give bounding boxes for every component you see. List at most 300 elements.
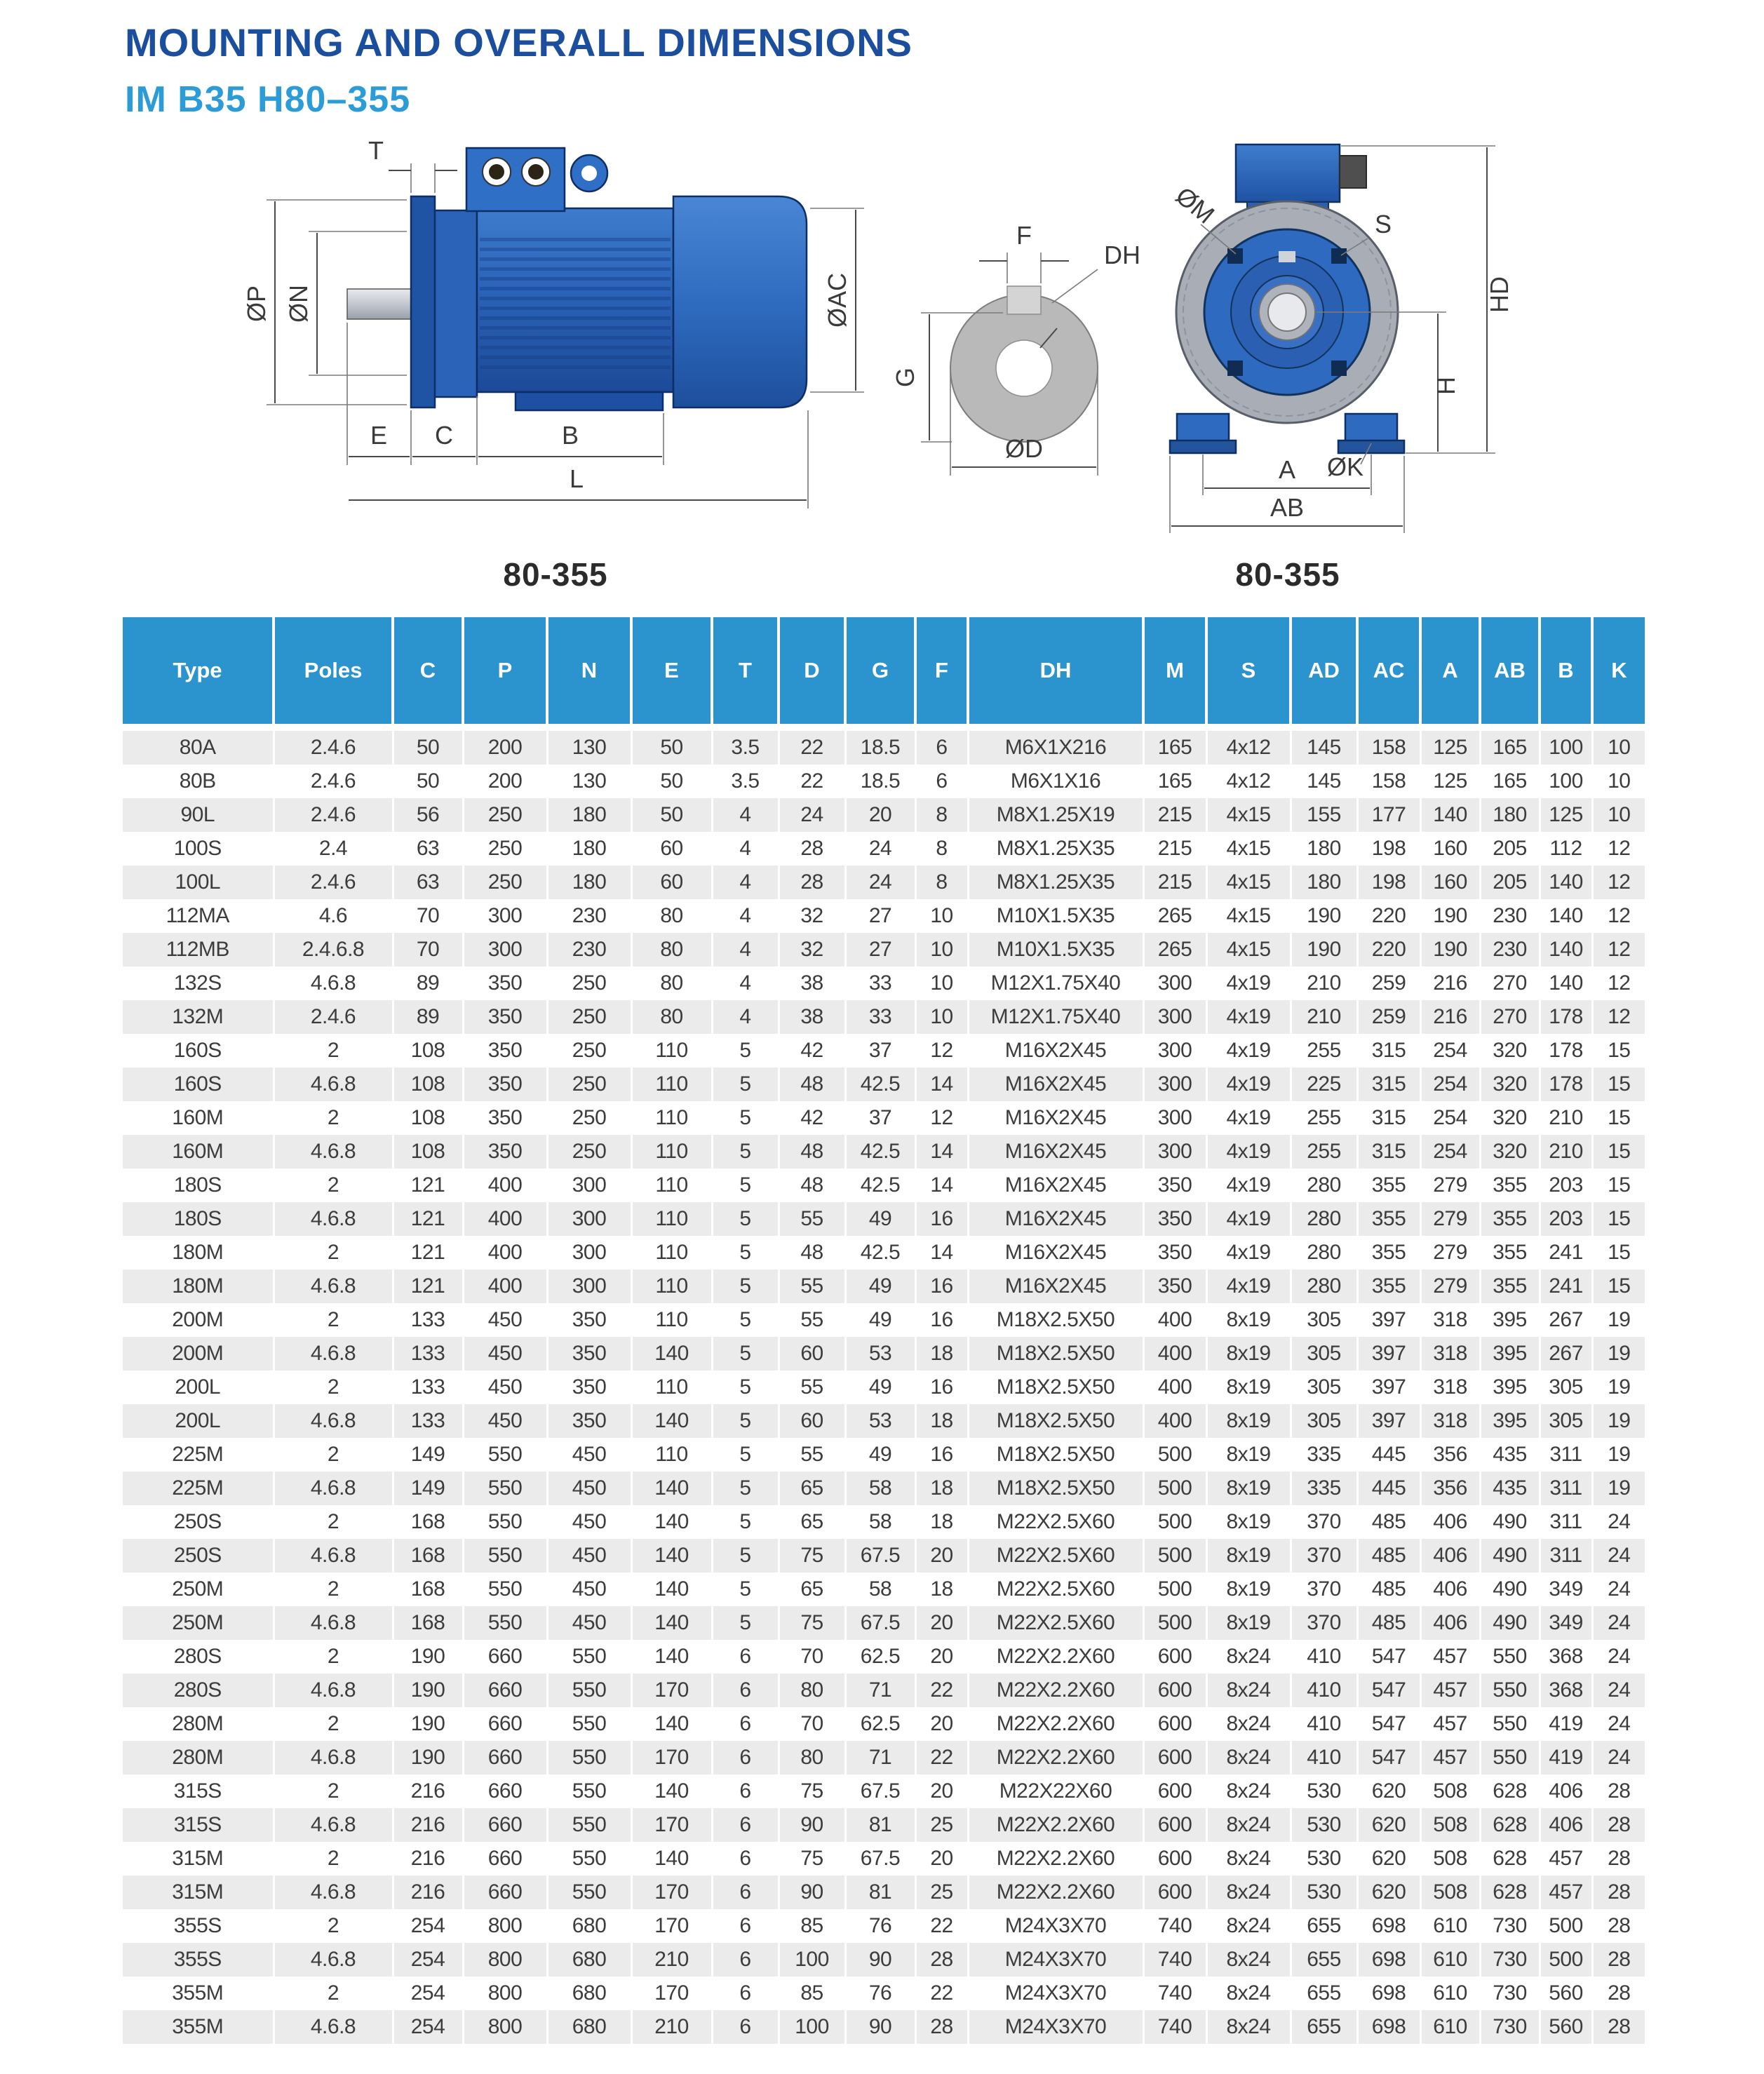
table-cell: 140 [631, 1539, 712, 1573]
table-cell: 6 [712, 1876, 779, 1909]
table-cell: 110 [631, 1169, 712, 1202]
front-bracket [435, 210, 477, 397]
table-cell: 110 [631, 1303, 712, 1337]
table-cell: 6 [712, 1909, 779, 1943]
table-cell: 33 [845, 1000, 915, 1034]
table-cell: 318 [1420, 1371, 1480, 1404]
table-cell: 397 [1357, 1337, 1420, 1371]
table-cell: 457 [1540, 1842, 1592, 1876]
table-cell: 800 [463, 1943, 547, 1977]
table-cell: 38 [779, 967, 845, 1000]
table-cell: 121 [393, 1270, 463, 1303]
table-cell: 210 [1540, 1101, 1592, 1135]
table-cell: 350 [463, 1000, 547, 1034]
dimensions-table-wrap [123, 617, 1645, 2044]
table-cell: 445 [1357, 1472, 1420, 1505]
table-cell: 20 [915, 1775, 968, 1808]
table-cell: 370 [1291, 1505, 1357, 1539]
table-cell: 254 [393, 2010, 463, 2044]
table-cell: 600 [1143, 1674, 1206, 1707]
table-cell: 300 [1143, 1034, 1206, 1068]
table-cell: 140 [631, 1842, 712, 1876]
table-cell: 660 [463, 1775, 547, 1808]
table-cell: 660 [463, 1876, 547, 1909]
table-row [123, 1775, 1645, 1808]
table-cell: 8x19 [1206, 1573, 1291, 1606]
table-cell: 190 [1420, 933, 1480, 967]
table-cell: 4.6 [274, 899, 393, 933]
table-cell: 27 [845, 899, 915, 933]
table-cell: 220 [1357, 899, 1420, 933]
table-cell: 18 [915, 1472, 968, 1505]
keyway [1007, 286, 1041, 314]
table-row [123, 1034, 1645, 1068]
table-cell: 55 [779, 1438, 845, 1472]
table-cell: 400 [463, 1169, 547, 1202]
terminal-box [466, 148, 565, 211]
table-row [123, 1270, 1645, 1303]
table-cell: 210 [631, 2010, 712, 2044]
table-cell: 140 [1420, 798, 1480, 832]
table-cell: 267 [1540, 1337, 1592, 1371]
table-cell: 660 [463, 1842, 547, 1876]
motor-foot [1345, 414, 1397, 442]
table-cell: 320 [1480, 1034, 1540, 1068]
table-cell: 4.6.8 [274, 1404, 393, 1438]
dim-label-d: ØD [1005, 434, 1043, 463]
table-cell: M24X3X70 [968, 1943, 1143, 1977]
column-header: AC [1357, 617, 1420, 727]
table-cell: 5 [712, 1202, 779, 1236]
table-cell: 315 [1357, 1034, 1420, 1068]
column-header: B [1540, 617, 1592, 727]
table-row [123, 727, 1645, 765]
table-cell: 4x19 [1206, 1034, 1291, 1068]
table-cell: 4.6.8 [274, 2010, 393, 2044]
table-cell: 210 [631, 1943, 712, 1977]
table-cell: 280S [123, 1640, 274, 1674]
table-cell: 2 [274, 1101, 393, 1135]
table-cell: 254 [393, 1909, 463, 1943]
table-cell: 350 [463, 1068, 547, 1101]
table-cell: 190 [1291, 899, 1357, 933]
table-cell: 550 [463, 1539, 547, 1573]
table-cell: 165 [1480, 727, 1540, 765]
table-cell: 49 [845, 1303, 915, 1337]
table-cell: 70 [779, 1707, 845, 1741]
table-cell: 2 [274, 1505, 393, 1539]
table-cell: 680 [547, 1943, 631, 1977]
table-cell: 4x12 [1206, 727, 1291, 765]
table-cell: 280 [1291, 1169, 1357, 1202]
table-row [123, 1169, 1645, 1202]
table-cell: 259 [1357, 967, 1420, 1000]
table-cell: 305 [1540, 1404, 1592, 1438]
table-row [123, 1135, 1645, 1169]
table-cell: 4 [712, 798, 779, 832]
table-cell: 28 [1592, 1808, 1645, 1842]
table-cell: 170 [631, 1741, 712, 1775]
column-header: DH [968, 617, 1143, 727]
table-cell: 311 [1540, 1539, 1592, 1573]
table-cell: 140 [631, 1640, 712, 1674]
table-cell: 178 [1540, 1034, 1592, 1068]
table-cell: 37 [845, 1034, 915, 1068]
table-cell: 610 [1420, 1977, 1480, 2010]
table-cell: 8x24 [1206, 1741, 1291, 1775]
table-cell: 48 [779, 1068, 845, 1101]
table-cell: M18X2.5X50 [968, 1371, 1143, 1404]
table-cell: 180S [123, 1169, 274, 1202]
table-cell: 230 [1480, 933, 1540, 967]
table-cell: 300 [1143, 1068, 1206, 1101]
column-header: F [915, 617, 968, 727]
table-cell: 28 [779, 832, 845, 866]
table-row [123, 1539, 1645, 1573]
table-cell: 168 [393, 1505, 463, 1539]
table-cell: 110 [631, 1101, 712, 1135]
table-cell: 450 [463, 1303, 547, 1337]
table-cell: 62.5 [845, 1640, 915, 1674]
table-cell: M24X3X70 [968, 2010, 1143, 2044]
table-cell: 490 [1480, 1606, 1540, 1640]
table-cell: 250 [547, 1135, 631, 1169]
table-cell: 4x19 [1206, 1270, 1291, 1303]
table-cell: 190 [393, 1707, 463, 1741]
table-cell: 450 [547, 1505, 631, 1539]
table-cell: 350 [463, 1101, 547, 1135]
table-cell: 400 [1143, 1404, 1206, 1438]
motor-shaft [347, 289, 412, 319]
table-cell: 5 [712, 1034, 779, 1068]
table-head [123, 617, 1645, 727]
table-cell: 6 [712, 1640, 779, 1674]
table-cell: 15 [1592, 1270, 1645, 1303]
table-row [123, 1000, 1645, 1034]
table-cell: 216 [393, 1876, 463, 1909]
page-title: MOUNTING AND OVERALL DIMENSIONS [125, 20, 913, 65]
table-cell: 16 [915, 1270, 968, 1303]
table-cell: 110 [631, 1438, 712, 1472]
motor-flange [411, 196, 435, 408]
table-cell: M22X2.2X60 [968, 1842, 1143, 1876]
table-cell: 508 [1420, 1808, 1480, 1842]
table-cell: 5 [712, 1606, 779, 1640]
table-cell: 355M [123, 2010, 274, 2044]
cable-gland [528, 164, 544, 180]
table-cell: 4.6.8 [274, 1539, 393, 1573]
table-cell: 4 [712, 967, 779, 1000]
table-cell: 165 [1143, 727, 1206, 765]
table-cell: 6 [712, 2010, 779, 2044]
table-cell: 8x19 [1206, 1606, 1291, 1640]
table-cell: 740 [1143, 1977, 1206, 2010]
table-cell: 12 [1592, 832, 1645, 866]
table-cell: 28 [1592, 1775, 1645, 1808]
table-cell: 250 [463, 798, 547, 832]
table-cell: 108 [393, 1135, 463, 1169]
column-header: C [393, 617, 463, 727]
table-cell: 140 [1540, 866, 1592, 899]
table-row [123, 1943, 1645, 1977]
table-cell: 230 [547, 933, 631, 967]
table-cell: 8x19 [1206, 1539, 1291, 1573]
table-cell: 28 [1592, 1842, 1645, 1876]
table-cell: 205 [1480, 866, 1540, 899]
table-cell: M22X2.5X60 [968, 1539, 1143, 1573]
table-cell: 406 [1420, 1539, 1480, 1573]
table-cell: 250 [463, 832, 547, 866]
table-cell: 2 [274, 1842, 393, 1876]
table-cell: 16 [915, 1303, 968, 1337]
table-row [123, 1606, 1645, 1640]
table-cell: 19 [1592, 1404, 1645, 1438]
table-cell: 254 [1420, 1034, 1480, 1068]
table-cell: 140 [631, 1775, 712, 1808]
table-cell: M18X2.5X50 [968, 1472, 1143, 1505]
table-cell: 610 [1420, 2010, 1480, 2044]
table-cell: 8x24 [1206, 1876, 1291, 1909]
table-cell: 190 [1291, 933, 1357, 967]
table-cell: 81 [845, 1876, 915, 1909]
table-cell: 8x24 [1206, 1943, 1291, 1977]
table-cell: 90 [845, 2010, 915, 2044]
table-cell: 355 [1480, 1270, 1540, 1303]
table-cell: 395 [1480, 1404, 1540, 1438]
table-cell: 216 [1420, 967, 1480, 1000]
table-cell: 550 [547, 1775, 631, 1808]
table-cell: 8x19 [1206, 1303, 1291, 1337]
table-cell: 149 [393, 1438, 463, 1472]
table-cell: 4x12 [1206, 765, 1291, 798]
table-cell: 600 [1143, 1808, 1206, 1842]
table-cell: 255 [1291, 1034, 1357, 1068]
table-cell: 4x19 [1206, 1135, 1291, 1169]
table-cell: 254 [1420, 1135, 1480, 1169]
table-cell: 63 [393, 866, 463, 899]
table-cell: 280M [123, 1741, 274, 1775]
table-cell: 628 [1480, 1808, 1540, 1842]
table-cell: 508 [1420, 1775, 1480, 1808]
table-cell: 397 [1357, 1404, 1420, 1438]
table-cell: 80 [779, 1741, 845, 1775]
table-cell: 10 [1592, 765, 1645, 798]
table-cell: 4 [712, 866, 779, 899]
table-cell: 12 [915, 1034, 968, 1068]
table-cell: 216 [393, 1842, 463, 1876]
table-cell: 215 [1143, 832, 1206, 866]
table-cell: 158 [1357, 727, 1420, 765]
table-cell: 350 [1143, 1169, 1206, 1202]
table-cell: 20 [845, 798, 915, 832]
table-cell: 5 [712, 1270, 779, 1303]
table-cell: 300 [547, 1202, 631, 1236]
table-cell: 485 [1357, 1539, 1420, 1573]
table-cell: 350 [547, 1404, 631, 1438]
table-cell: 42 [779, 1034, 845, 1068]
table-cell: 2 [274, 1909, 393, 1943]
table-cell: 18 [915, 1573, 968, 1606]
table-cell: 500 [1540, 1943, 1592, 1977]
table-cell: 5 [712, 1472, 779, 1505]
fan-cowl [673, 196, 807, 408]
table-cell: 225 [1291, 1068, 1357, 1101]
table-cell: 500 [1143, 1505, 1206, 1539]
table-cell: 2 [274, 1303, 393, 1337]
table-cell: 190 [393, 1741, 463, 1775]
table-cell: 250 [547, 967, 631, 1000]
table-cell: 76 [845, 1909, 915, 1943]
table-cell: 230 [1480, 899, 1540, 933]
table-cell: 400 [463, 1236, 547, 1270]
table-cell: 80 [631, 1000, 712, 1034]
table-cell: 58 [845, 1573, 915, 1606]
table-cell: 10 [1592, 727, 1645, 765]
table-cell: 698 [1357, 1909, 1420, 1943]
table-cell: 76 [845, 1977, 915, 2010]
table-cell: 158 [1357, 765, 1420, 798]
table-cell: 4x15 [1206, 933, 1291, 967]
table-cell: 600 [1143, 1707, 1206, 1741]
table-cell: 210 [1540, 1135, 1592, 1169]
table-cell: 355M [123, 1977, 274, 2010]
table-cell: M16X2X45 [968, 1135, 1143, 1169]
table-cell: 80A [123, 727, 274, 765]
table-row [123, 765, 1645, 798]
table-cell: 550 [463, 1472, 547, 1505]
table-row [123, 1337, 1645, 1371]
table-cell: 140 [631, 1505, 712, 1539]
table-cell: 410 [1291, 1707, 1357, 1741]
table-cell: 241 [1540, 1236, 1592, 1270]
table-cell: 335 [1291, 1438, 1357, 1472]
table-cell: 170 [631, 1876, 712, 1909]
table-cell: 6 [712, 1741, 779, 1775]
table-cell: 318 [1420, 1404, 1480, 1438]
table-cell: 67.5 [845, 1539, 915, 1573]
table-cell: 355 [1357, 1236, 1420, 1270]
table-cell: 100 [779, 2010, 845, 2044]
table-row [123, 866, 1645, 899]
table-cell: 5 [712, 1539, 779, 1573]
table-cell: 28 [779, 866, 845, 899]
table-cell: 19 [1592, 1303, 1645, 1337]
table-cell: 305 [1291, 1404, 1357, 1438]
table-cell: 18.5 [845, 765, 915, 798]
table-cell: 55 [779, 1270, 845, 1303]
table-cell: 12 [1592, 967, 1645, 1000]
table-cell: 241 [1540, 1270, 1592, 1303]
table-cell: 300 [1143, 1101, 1206, 1135]
table-cell: 4.6.8 [274, 1606, 393, 1640]
table-cell: 655 [1291, 1977, 1357, 2010]
table-row [123, 1977, 1645, 2010]
table-cell: 121 [393, 1169, 463, 1202]
table-cell: 180M [123, 1270, 274, 1303]
table-cell: M22X2.2X60 [968, 1876, 1143, 1909]
table-cell: 225M [123, 1472, 274, 1505]
table-cell: 628 [1480, 1842, 1540, 1876]
table-cell: 600 [1143, 1640, 1206, 1674]
table-cell: 90 [845, 1943, 915, 1977]
table-cell: 8 [915, 866, 968, 899]
table-cell: 370 [1291, 1539, 1357, 1573]
table-cell: 730 [1480, 2010, 1540, 2044]
table-cell: 400 [1143, 1337, 1206, 1371]
table-cell: 280M [123, 1707, 274, 1741]
cable-gland [489, 164, 504, 180]
table-cell: 5 [712, 1236, 779, 1270]
table-cell: 349 [1540, 1606, 1592, 1640]
table-cell: 20 [915, 1640, 968, 1674]
table-cell: 259 [1357, 1000, 1420, 1034]
table-cell: 620 [1357, 1876, 1420, 1909]
table-cell: 80 [631, 967, 712, 1000]
table-cell: 315 [1357, 1101, 1420, 1135]
table-cell: 200L [123, 1371, 274, 1404]
table-cell: 165 [1480, 765, 1540, 798]
table-cell: 550 [463, 1438, 547, 1472]
table-cell: 49 [845, 1438, 915, 1472]
table-row [123, 1573, 1645, 1606]
table-cell: 350 [463, 1135, 547, 1169]
table-cell: 450 [547, 1539, 631, 1573]
table-cell: 15 [1592, 1236, 1645, 1270]
table-cell: 250 [547, 1034, 631, 1068]
table-cell: 190 [1420, 899, 1480, 933]
table-cell: 24 [845, 866, 915, 899]
table-cell: 53 [845, 1404, 915, 1438]
table-cell: 600 [1143, 1775, 1206, 1808]
table-cell: 230 [547, 899, 631, 933]
table-cell: 410 [1291, 1674, 1357, 1707]
table-cell: 530 [1291, 1876, 1357, 1909]
table-cell: M22X2.2X60 [968, 1741, 1143, 1775]
table-cell: 350 [1143, 1236, 1206, 1270]
table-cell: 24 [1592, 1674, 1645, 1707]
table-cell: 15 [1592, 1169, 1645, 1202]
table-cell: 75 [779, 1539, 845, 1573]
table-cell: M6X1X216 [968, 727, 1143, 765]
table-cell: 130 [547, 727, 631, 765]
table-cell: 550 [547, 1674, 631, 1707]
dim-label-ac: ØAC [823, 272, 851, 328]
table-cell: 457 [1540, 1876, 1592, 1909]
table-cell: 655 [1291, 2010, 1357, 2044]
table-cell: 15 [1592, 1034, 1645, 1068]
shaft-end [1268, 293, 1306, 331]
table-cell: 355 [1480, 1236, 1540, 1270]
table-cell: 279 [1420, 1236, 1480, 1270]
table-cell: 4.6.8 [274, 1876, 393, 1909]
flange-bolt-hole [1331, 248, 1347, 264]
table-cell: 125 [1540, 798, 1592, 832]
table-cell: 20 [915, 1606, 968, 1640]
table-cell: M22X2.2X60 [968, 1808, 1143, 1842]
table-row [123, 1236, 1645, 1270]
table-cell: 445 [1357, 1438, 1420, 1472]
table-cell: 2.4.6.8 [274, 933, 393, 967]
table-cell: 10 [915, 933, 968, 967]
table-cell: 400 [1143, 1371, 1206, 1404]
table-cell: 178 [1540, 1068, 1592, 1101]
table-cell: 4x15 [1206, 832, 1291, 866]
table-cell: M16X2X45 [968, 1068, 1143, 1101]
table-cell: 450 [547, 1438, 631, 1472]
table-cell: 65 [779, 1472, 845, 1505]
table-cell: 547 [1357, 1707, 1420, 1741]
table-cell: 4x15 [1206, 899, 1291, 933]
